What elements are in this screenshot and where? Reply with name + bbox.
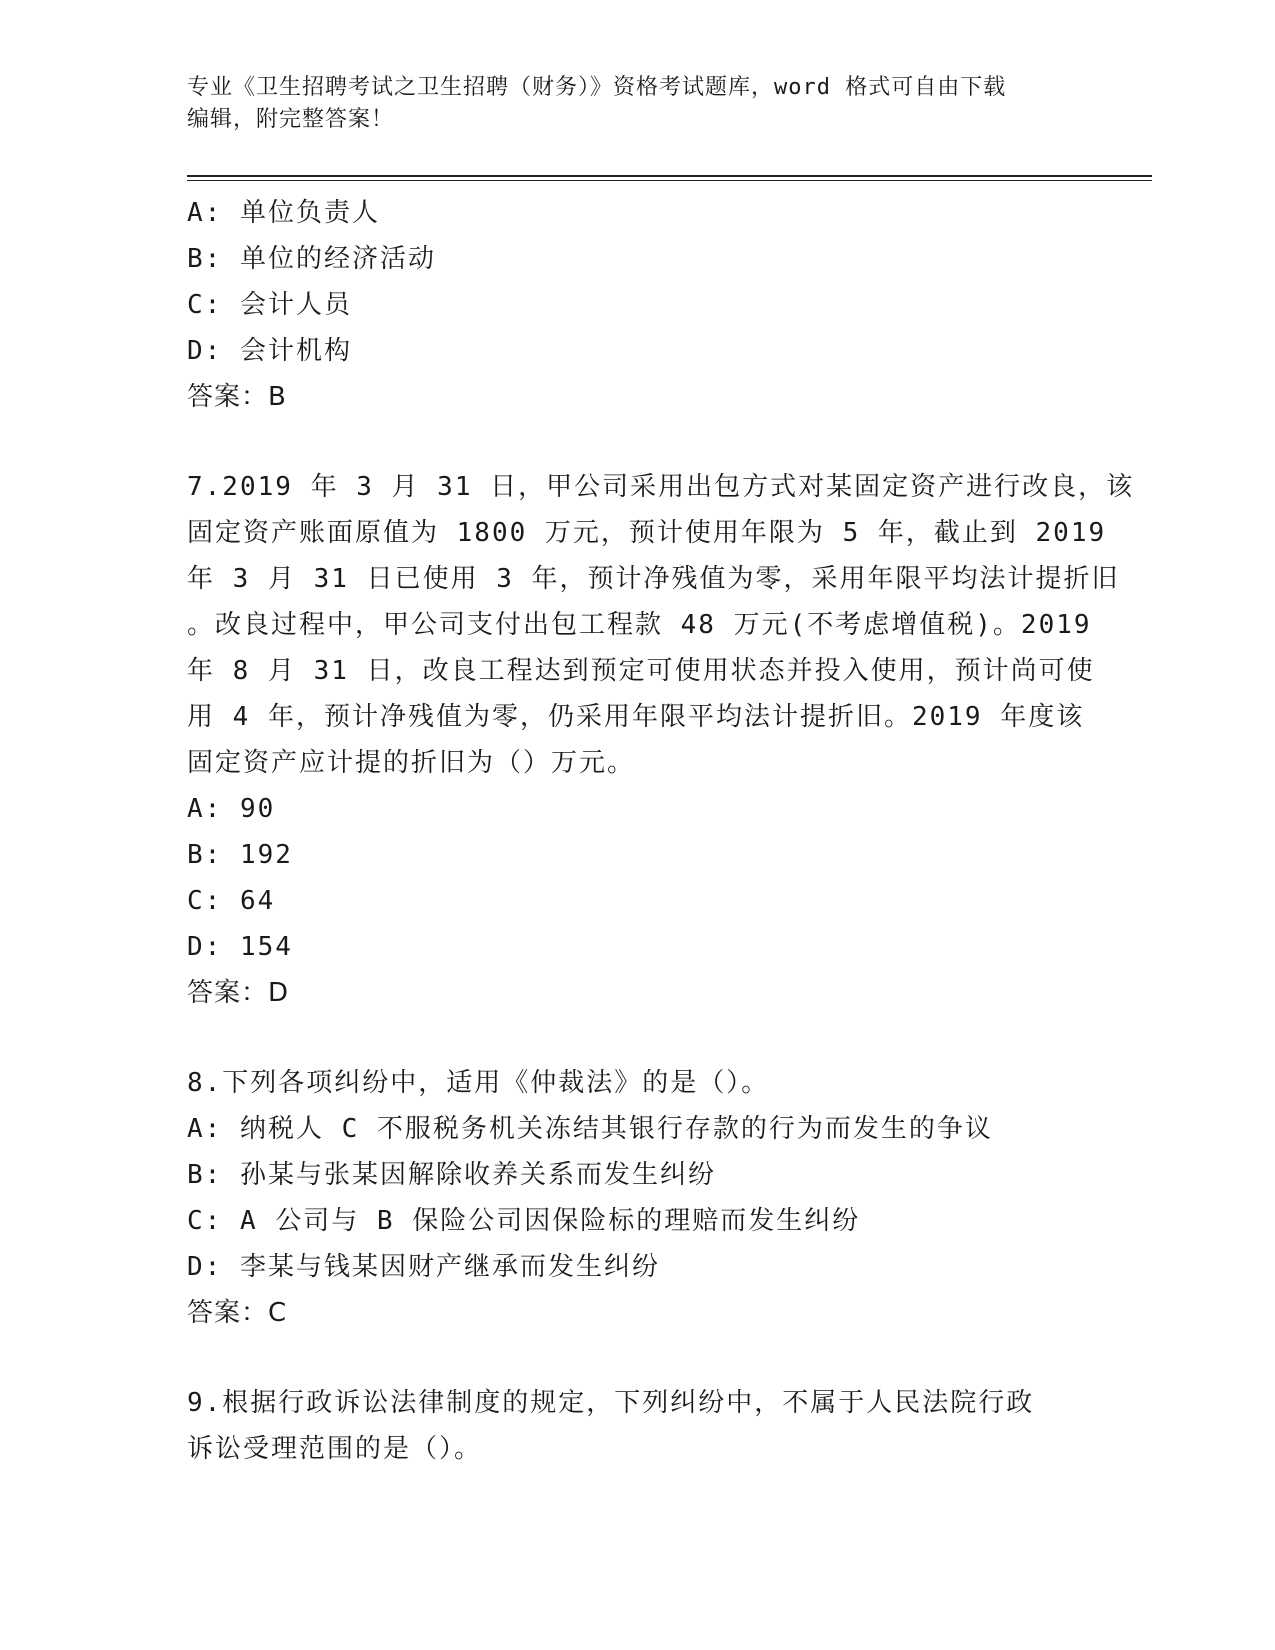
q7-answer: 答案：D [187,978,290,1008]
q8-option-d: D: 李某与钱某因财产继承而发生纠纷 [187,1252,660,1282]
q8-answer: 答案：C [187,1298,288,1328]
document-body [187,190,1135,1472]
q7-option-b: B: 192 [187,840,293,870]
header-line-1: 专业《卫生招聘考试之卫生招聘（财务）》资格考试题库，word 格式可自由下载 [187,75,1007,100]
q7-text-line: 年 3 月 31 日已使用 3 年，预计净残值为零，采用年限平均法计提折旧 [187,564,1120,594]
q8-option-b: B: 孙某与张某因解除收养关系而发生纠纷 [187,1160,716,1190]
q7-text-line: 用 4 年，预计净残值为零，仍采用年限平均法计提折旧。2019 年度该 [187,702,1085,732]
question-7-block [187,464,1135,1016]
q8-option-a: A: 纳税人 C 不服税务机关冻结其银行存款的行为而发生的争议 [187,1114,993,1144]
q6-option-b: B: 单位的经济活动 [187,244,436,274]
header-line-2: 编辑，附完整答案！ [187,107,395,132]
question-9-block [187,1380,1087,1472]
q9-text-line: 诉讼受理范围的是（）。 [187,1434,483,1464]
q7-option-c: C: 64 [187,886,276,916]
q8-text-line: 8.下列各项纠纷中，适用《仲裁法》的是（）。 [187,1068,770,1098]
question-6-block [187,190,1087,420]
q7-option-a: A: 90 [187,794,276,824]
page-header [187,72,1087,136]
header-divider-thin [187,180,1152,181]
question-8-block [187,1060,1087,1336]
q7-text-line: 。改良过程中，甲公司支付出包工程款 48 万元(不考虑增值税)。2019 [187,610,1092,640]
q7-text-line: 7.2019 年 3 月 31 日，甲公司采用出包方式对某固定资产进行改良，该 [187,472,1135,502]
q9-text-line: 9.根据行政诉讼法律制度的规定，下列纠纷中，不属于人民法院行政 [187,1388,1035,1418]
q7-text-line: 年 8 月 31 日，改良工程达到预定可使用状态并投入使用，预计尚可使 [187,656,1095,686]
q6-option-a: A: 单位负责人 [187,198,380,228]
q8-option-c: C: A 公司与 B 保险公司因保险标的理赔而发生纠纷 [187,1206,861,1236]
q6-option-c: C: 会计人员 [187,290,352,320]
q6-option-d: D: 会计机构 [187,336,352,366]
q7-option-d: D: 154 [187,932,293,962]
q7-text-line: 固定资产应计提的折旧为（）万元。 [187,748,636,778]
q7-text-line: 固定资产账面原值为 1800 万元，预计使用年限为 5 年，截止到 2019 [187,518,1107,548]
header-divider-thick [187,175,1152,177]
q6-answer: 答案：B [187,382,287,412]
